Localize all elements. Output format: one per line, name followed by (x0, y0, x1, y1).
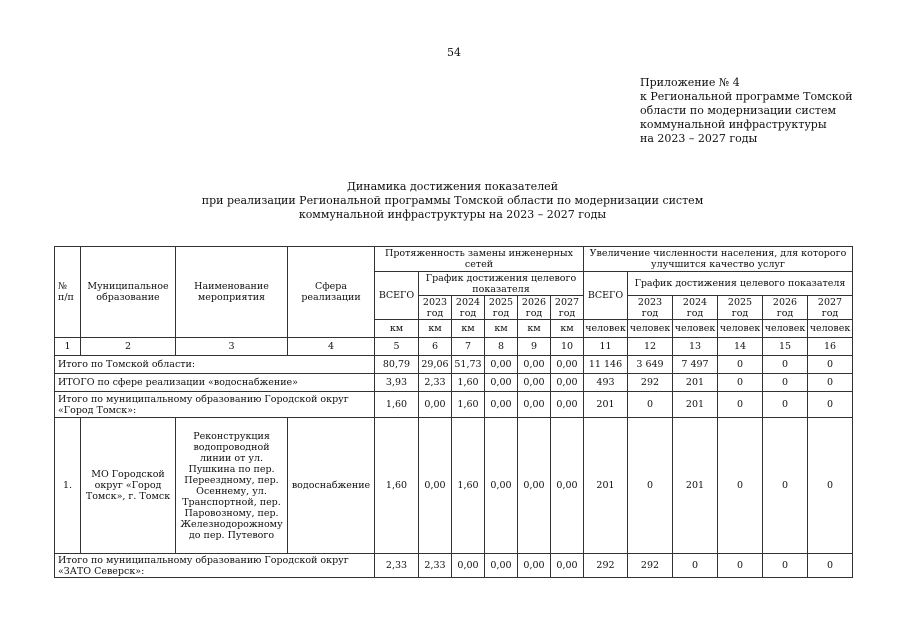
header-year: 2027 год (551, 296, 584, 320)
cell: 0,00 (551, 554, 584, 578)
cell: 51,73 (452, 356, 485, 374)
appendix-line: к Региональной программе Томской (640, 90, 853, 103)
cell: 1,60 (375, 418, 419, 554)
cell: 7 497 (673, 356, 718, 374)
cell: 0 (763, 554, 808, 578)
row-label: Итого по муниципальному образованию Городской округ «ЗАТО Северск»: (55, 554, 375, 578)
cell: 201 (584, 418, 628, 554)
unit-people: человек (808, 320, 853, 338)
header-length-total: ВСЕГО (375, 272, 419, 320)
cell: 0,00 (419, 418, 452, 554)
cell: 0 (763, 374, 808, 392)
cell: 1,60 (452, 374, 485, 392)
cell: 3 649 (628, 356, 673, 374)
header-year: 2023 год (628, 296, 673, 320)
cell: 0 (718, 418, 763, 554)
sphere-cell: водоснабжение (288, 418, 375, 554)
cell: 2,33 (419, 374, 452, 392)
col-number: 4 (288, 338, 375, 356)
cell: 0,00 (551, 418, 584, 554)
cell: 0,00 (518, 374, 551, 392)
cell: 292 (584, 554, 628, 578)
row-label: Итого по Томской области: (55, 356, 375, 374)
cell: 0 (808, 374, 853, 392)
cell: 0 (763, 392, 808, 418)
col-number: 14 (718, 338, 763, 356)
cell: 0,00 (518, 392, 551, 418)
row-label: ИТОГО по сфере реализации «водоснабжение» (55, 374, 375, 392)
row-label: Итого по муниципальному образованию Городской округ «Город Томск»: (55, 392, 375, 418)
cell: 80,79 (375, 356, 419, 374)
unit-km: км (452, 320, 485, 338)
municipality-cell: МО Городской округ «Город Томск», г. Томск (81, 418, 176, 554)
cell: 0 (628, 418, 673, 554)
indicators-table (54, 246, 853, 578)
cell: 0 (673, 554, 718, 578)
col-number: 7 (452, 338, 485, 356)
header-year: 2025 год (485, 296, 518, 320)
unit-km: км (419, 320, 452, 338)
col-number: 10 (551, 338, 584, 356)
unit-people: человек (763, 320, 808, 338)
header-year: 2026 год (518, 296, 551, 320)
cell: 0,00 (485, 374, 518, 392)
col-number: 11 (584, 338, 628, 356)
cell: 0,00 (452, 554, 485, 578)
cell: 0,00 (419, 392, 452, 418)
col-number: 6 (419, 338, 452, 356)
cell: 29,06 (419, 356, 452, 374)
cell: 0 (808, 392, 853, 418)
cell: 0,00 (551, 356, 584, 374)
header-year: 2026 год (763, 296, 808, 320)
header-municipality: Муниципальное образование (81, 247, 176, 338)
cell: 292 (628, 554, 673, 578)
page-number: 54 (447, 46, 461, 59)
cell: 0,00 (485, 392, 518, 418)
unit-km: км (375, 320, 419, 338)
header-year: 2027 год (808, 296, 853, 320)
cell: 0 (628, 392, 673, 418)
cell: 292 (628, 374, 673, 392)
col-number: 15 (763, 338, 808, 356)
title-line: коммунальной инфраструктуры на 2023 – 2027 годы (298, 208, 607, 221)
header-year: 2025 год (718, 296, 763, 320)
col-number: 2 (81, 338, 176, 356)
header-year: 2023 год (419, 296, 452, 320)
table-row (55, 374, 853, 392)
row-number: 1. (55, 418, 81, 554)
unit-km: км (485, 320, 518, 338)
col-number: 5 (375, 338, 419, 356)
appendix-header (640, 76, 853, 146)
appendix-line: коммунальной инфраструктуры (640, 118, 827, 131)
header-population-total: ВСЕГО (584, 272, 628, 320)
unit-km: км (551, 320, 584, 338)
cell: 0,00 (518, 418, 551, 554)
cell: 0,00 (518, 356, 551, 374)
unit-km: км (518, 320, 551, 338)
column-number-row (55, 338, 853, 356)
col-number: 16 (808, 338, 853, 356)
appendix-line: области по модернизации систем (640, 104, 837, 117)
cell: 0,00 (518, 554, 551, 578)
cell: 201 (673, 374, 718, 392)
cell: 0,00 (485, 418, 518, 554)
col-number: 12 (628, 338, 673, 356)
table-row (55, 554, 853, 578)
cell: 2,33 (375, 554, 419, 578)
unit-people: человек (718, 320, 763, 338)
cell: 493 (584, 374, 628, 392)
header-year: 2024 год (452, 296, 485, 320)
measure-cell: Реконструкция водопроводной линии от ул. Пушкина по пер. Переездному, пер. Осеннему, ул. Транспортной, пер. Паровозному, пер. Железнодорожному до пер. Путевого (176, 418, 288, 554)
table-row (55, 418, 853, 554)
header-length-schedule: График достижения целевого показателя (419, 272, 584, 296)
header-population-group: Увеличение численности населения, для которого улучшится качество услуг (584, 247, 853, 272)
header-year: 2024 год (673, 296, 718, 320)
header-population-schedule: График достижения целевого показателя (628, 272, 853, 296)
header-sphere: Сфера реализации (288, 247, 375, 338)
cell: 201 (673, 392, 718, 418)
cell: 0 (718, 392, 763, 418)
cell: 0,00 (485, 554, 518, 578)
cell: 0 (763, 356, 808, 374)
col-number: 3 (176, 338, 288, 356)
cell: 0 (718, 374, 763, 392)
unit-people: человек (673, 320, 718, 338)
col-number: 9 (518, 338, 551, 356)
cell: 1,60 (452, 392, 485, 418)
cell: 0 (718, 554, 763, 578)
cell: 201 (584, 392, 628, 418)
cell: 0,00 (551, 392, 584, 418)
document-title (0, 180, 905, 222)
cell: 0 (808, 356, 853, 374)
cell: 0 (808, 554, 853, 578)
appendix-line: Приложение № 4 (640, 76, 740, 89)
appendix-line: на 2023 – 2027 годы (640, 132, 758, 145)
cell: 3,93 (375, 374, 419, 392)
title-line: Динамика достижения показателей (346, 180, 559, 193)
cell: 1,60 (452, 418, 485, 554)
table-row (55, 392, 853, 418)
unit-people: человек (584, 320, 628, 338)
cell: 0,00 (551, 374, 584, 392)
header-length-group: Протяженность замены инженерных сетей (375, 247, 584, 272)
cell: 1,60 (375, 392, 419, 418)
cell: 201 (673, 418, 718, 554)
title-line: при реализации Региональной программы Томской области по модернизации систем (201, 194, 704, 207)
col-number: 8 (485, 338, 518, 356)
cell: 0 (718, 356, 763, 374)
cell: 0,00 (485, 356, 518, 374)
cell: 11 146 (584, 356, 628, 374)
header-measure: Наименование мероприятия (176, 247, 288, 338)
unit-people: человек (628, 320, 673, 338)
cell: 0 (808, 418, 853, 554)
table-row (55, 356, 853, 374)
cell: 2,33 (419, 554, 452, 578)
cell: 0 (763, 418, 808, 554)
header-num: № п/п (55, 247, 81, 338)
col-number: 1 (55, 338, 81, 356)
col-number: 13 (673, 338, 718, 356)
